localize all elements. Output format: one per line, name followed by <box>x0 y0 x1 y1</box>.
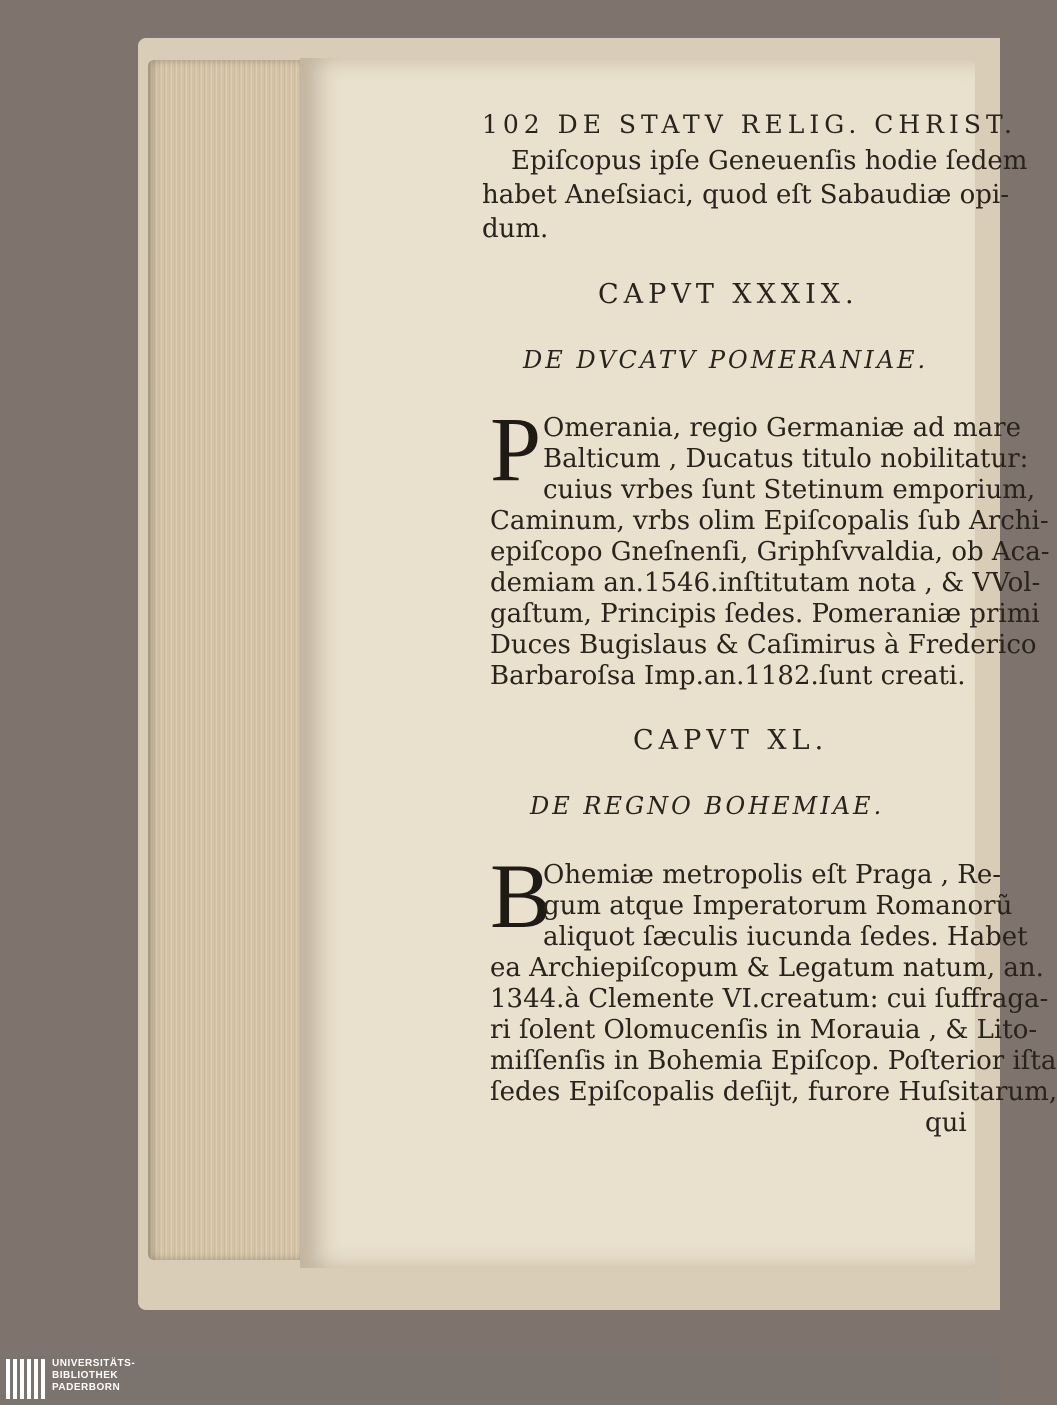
text-line: aliquot ſæculis iucunda ſedes. Habet <box>543 922 1028 952</box>
drop-cap: B <box>490 845 552 947</box>
text-line: ea Archiepiſcopum & Legatum natum, an. <box>490 953 1044 983</box>
library-name <box>52 1358 135 1394</box>
library-logo-icon <box>6 1359 46 1399</box>
chapter-title: DE DVCATV POMERANIAE. <box>523 346 929 374</box>
library-name-line: UNIVERSITÄTS- <box>52 1358 136 1369</box>
text-line: ſedes Epiſcopalis deſijt, furore Huſsitarum, <box>490 1077 1057 1107</box>
book-page <box>300 58 1057 1268</box>
chapter-heading: CAPVT XXXIX. <box>598 279 859 310</box>
text-line: Balticum , Ducatus titulo nobilitatur: <box>543 444 1029 474</box>
text-line: epiſcopo Gneſnenſi, Griphſvvaldia, ob Aca- <box>490 537 1050 567</box>
chapter-heading: CAPVT XL. <box>633 725 829 756</box>
running-head: 102 DE STATV RELIG. CHRIST. <box>482 110 1017 139</box>
text-line: Ohemiæ metropolis eſt Praga , Re- <box>543 860 1002 890</box>
text-line: Barbaroſsa Imp.an.1182.ſunt creati. <box>490 661 966 691</box>
catchword: qui <box>925 1108 967 1138</box>
intro-line: habet Aneſsiaci, quod eſt Sabaudiæ opi- <box>482 180 1010 210</box>
drop-cap: P <box>490 398 542 500</box>
intro-line: Epiſcopus ipſe Geneuenſis hodie ſedem <box>511 146 1028 176</box>
text-line: gum atque Imperatorum Romanorũ <box>543 891 1013 921</box>
page-edges <box>148 60 303 1260</box>
chapter-title: DE REGNO BOHEMIAE. <box>530 792 885 820</box>
library-name-line: PADERBORN <box>52 1382 121 1393</box>
text-line: Omerania, regio Germaniæ ad mare <box>543 413 1021 443</box>
text-line: 1344.à Clemente VI.creatum: cui ſuffraga- <box>490 984 1049 1014</box>
footer-bar <box>0 1355 1000 1405</box>
text-line: cuius vrbes ſunt Stetinum emporium, <box>543 475 1036 505</box>
library-name-line: BIBLIOTHEK <box>52 1370 119 1381</box>
intro-line: dum. <box>482 214 549 244</box>
text-line: Caminum, vrbs olim Epiſcopalis ſub Archi- <box>490 506 1049 536</box>
text-line: Duces Bugislaus & Caſimirus à Frederico <box>490 630 1037 660</box>
text-line: ri ſolent Olomucenſis in Morauia , & Lito- <box>490 1015 1038 1045</box>
text-line: miſſenſis in Bohemia Epiſcop. Poſterior iſta <box>490 1046 1057 1076</box>
text-line: gaſtum, Principis ſedes. Pomeraniæ primi <box>490 599 1040 629</box>
text-line: demiam an.1546.inſtitutam nota , & VVol- <box>490 568 1041 598</box>
